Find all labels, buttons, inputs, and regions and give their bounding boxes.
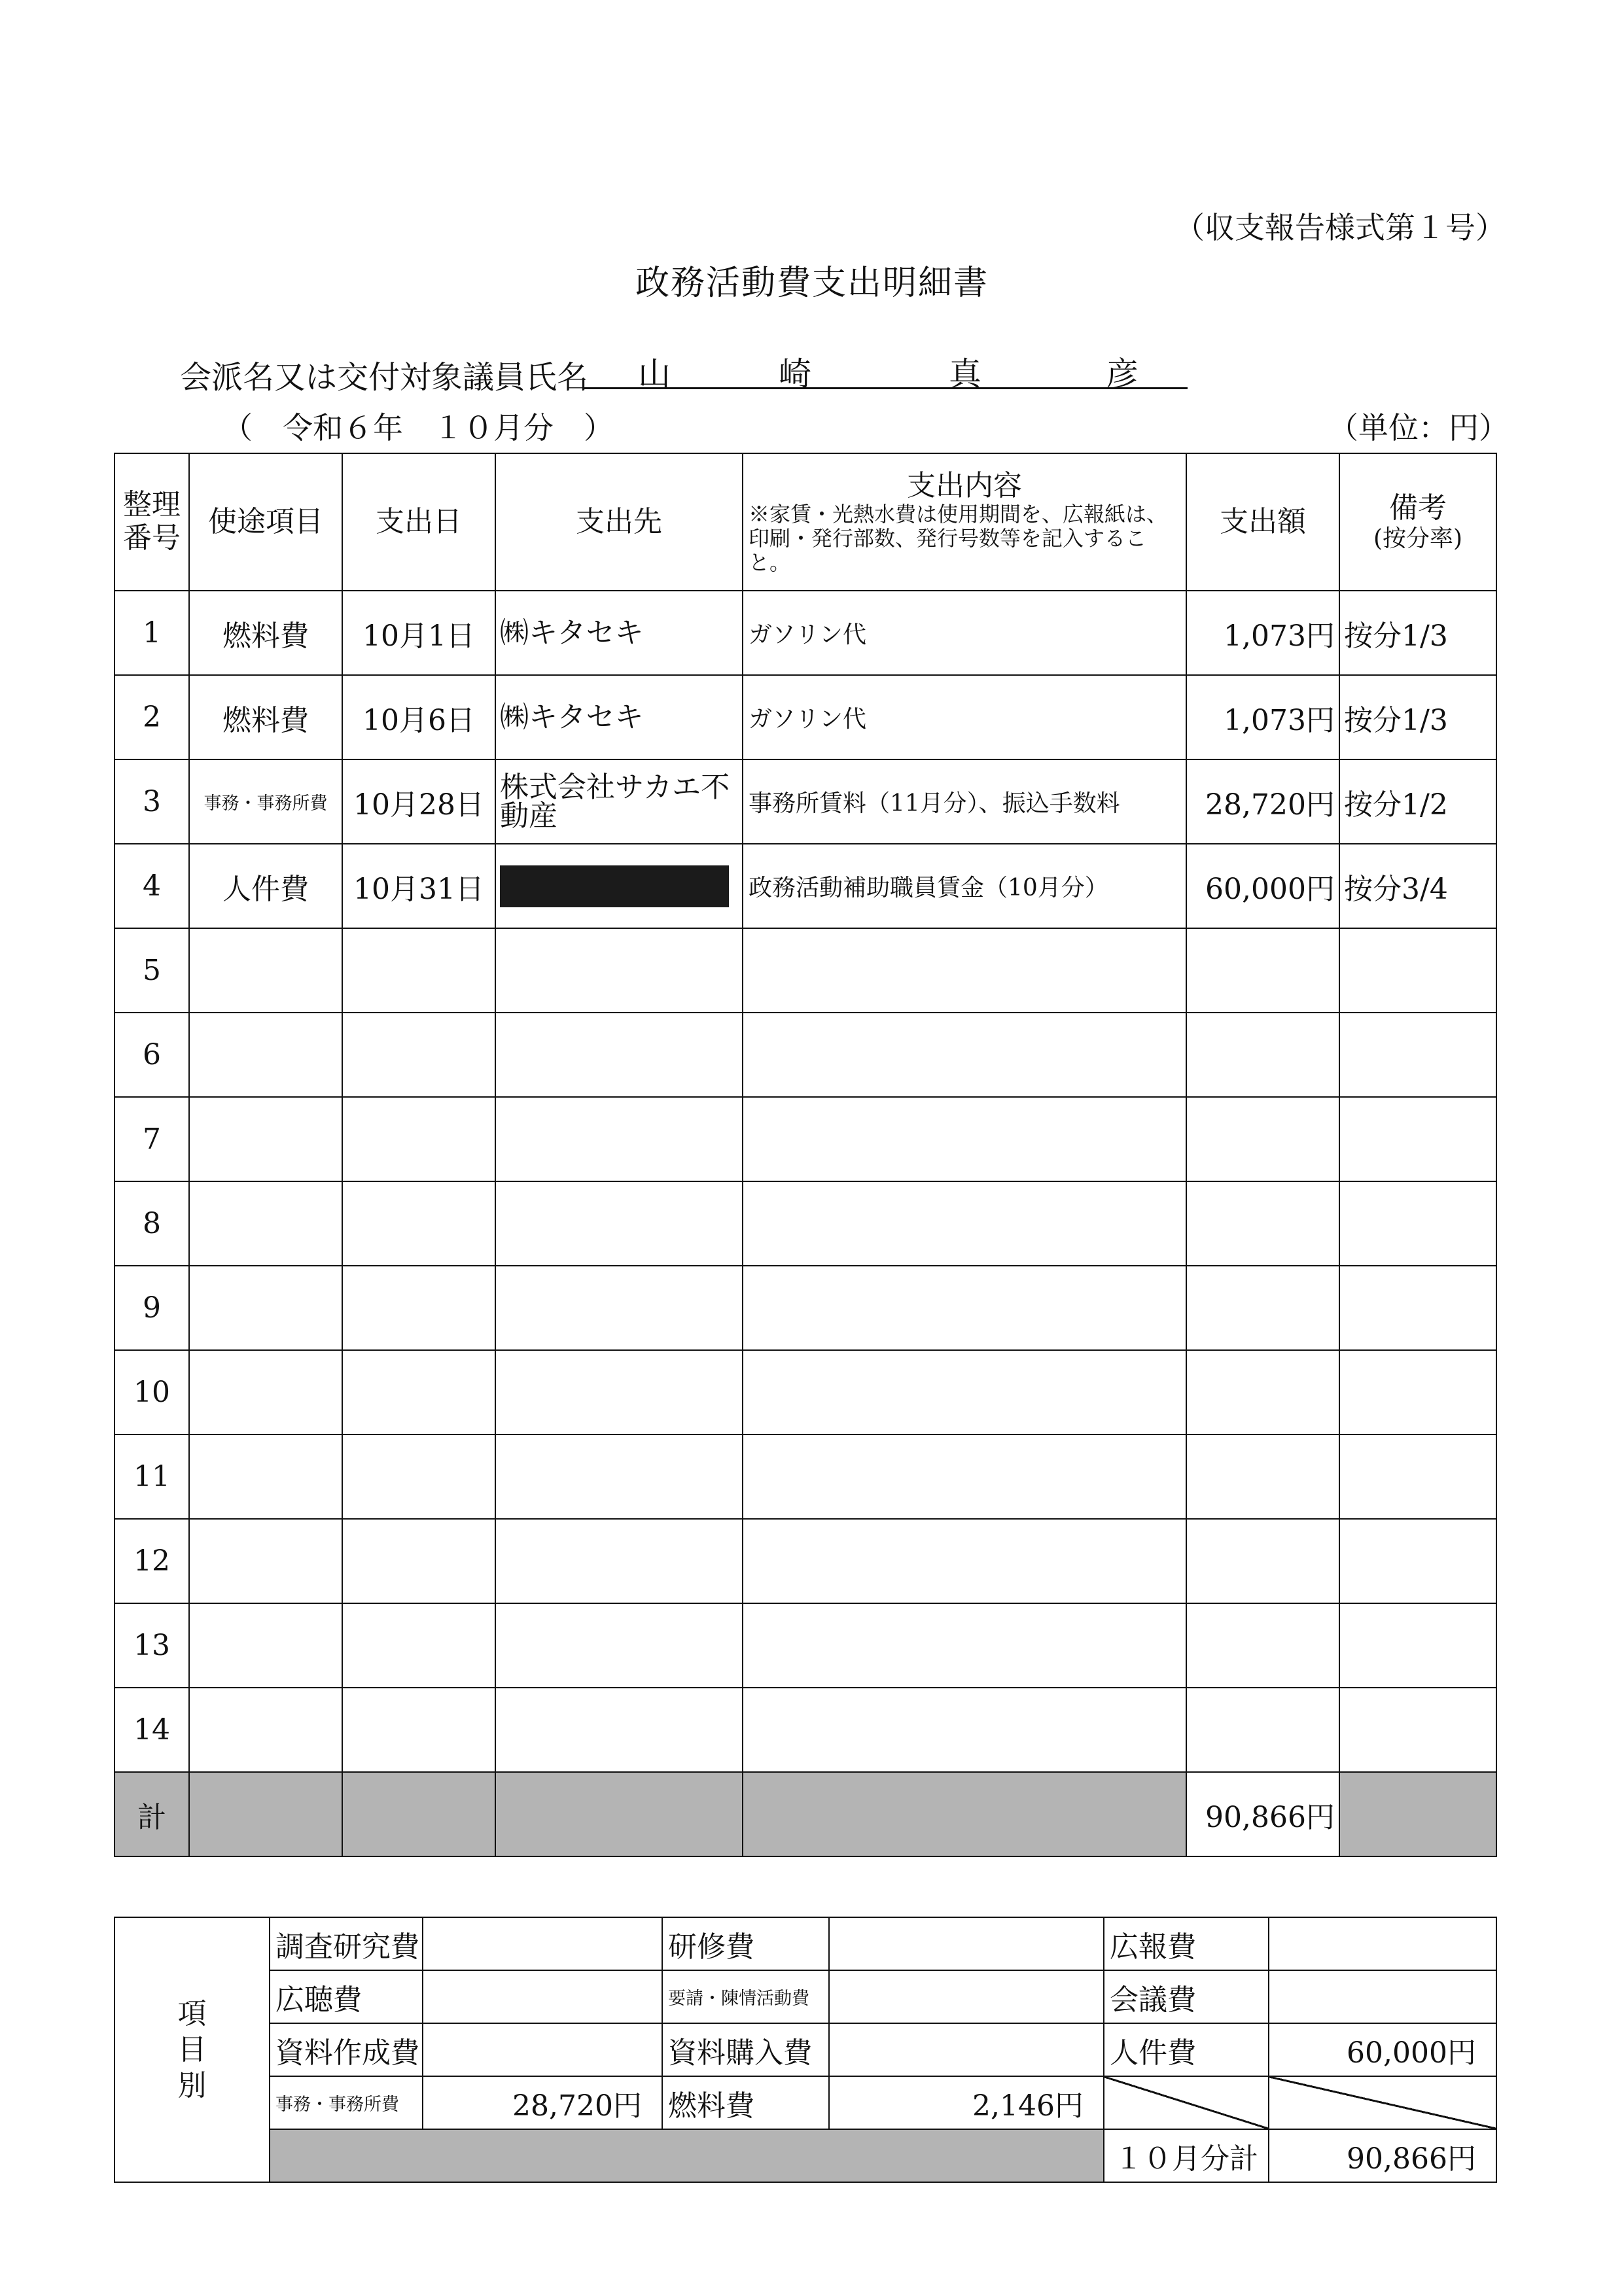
row-content	[743, 1435, 1186, 1519]
category-label: 研修費	[662, 1917, 829, 1970]
category-label: 人件費	[1104, 2023, 1269, 2076]
row-date	[342, 1688, 495, 1772]
total-label: 計	[115, 1772, 189, 1856]
category-value	[423, 1970, 662, 2023]
row-amount	[1186, 1013, 1339, 1097]
header-content-note: ※家賃・光熱水費は使用期間を、広報紙は、印刷・発行部数、発行号数等を記入すること。	[749, 502, 1168, 575]
row-date	[342, 1013, 495, 1097]
row-content	[743, 1181, 1186, 1266]
row-content	[743, 1013, 1186, 1097]
name-char: 崎	[779, 355, 811, 393]
row-content: ガソリン代	[743, 591, 1186, 675]
row-amount: 60,000円	[1186, 844, 1339, 928]
category-label: 資料作成費	[270, 2023, 423, 2076]
table-row	[115, 1519, 1496, 1603]
header-remarks-sub: (按分率)	[1373, 525, 1463, 552]
row-purpose: 燃料費	[189, 675, 342, 759]
row-content	[743, 1603, 1186, 1688]
row-note	[1339, 1519, 1496, 1603]
row-number: 8	[115, 1181, 189, 1266]
row-payee	[495, 1435, 743, 1519]
row-note	[1339, 1688, 1496, 1772]
row-amount: 28,720円	[1186, 759, 1339, 844]
row-payee	[495, 1519, 743, 1603]
header-date: 支出日	[342, 453, 495, 591]
row-date	[342, 1350, 495, 1435]
row-payee	[495, 928, 743, 1013]
table-row	[115, 1603, 1496, 1688]
header-remarks-title: 備考	[1389, 491, 1447, 525]
row-content	[743, 1097, 1186, 1181]
category-value: 28,720円	[423, 2076, 662, 2129]
row-note	[1339, 1013, 1496, 1097]
row-date: 10月31日	[342, 844, 495, 928]
row-amount	[1186, 1097, 1339, 1181]
row-payee	[495, 1181, 743, 1266]
table-row	[115, 844, 1496, 928]
category-label: 会議費	[1104, 1970, 1269, 2023]
category-label: 広報費	[1104, 1917, 1269, 1970]
diagonal-slash-cell	[1104, 2076, 1269, 2129]
row-date	[342, 1266, 495, 1350]
row-number: 4	[115, 844, 189, 928]
row-number: 9	[115, 1266, 189, 1350]
row-amount	[1186, 1519, 1339, 1603]
row-amount: 1,073円	[1186, 591, 1339, 675]
row-payee	[495, 1688, 743, 1772]
row-purpose	[189, 1266, 342, 1350]
redacted-block	[500, 865, 729, 907]
row-purpose	[189, 1688, 342, 1772]
table-row	[115, 928, 1496, 1013]
row-note	[1339, 1435, 1496, 1519]
row-purpose	[189, 1435, 342, 1519]
row-note	[1339, 1350, 1496, 1435]
table-row	[115, 1350, 1496, 1435]
category-label: 広聴費	[270, 1970, 423, 2023]
header-remarks	[1339, 453, 1496, 591]
table-row	[115, 1688, 1496, 1772]
form-id: （収支報告様式第１号）	[1174, 210, 1506, 245]
category-summary-table	[114, 1917, 1497, 2183]
row-note	[1339, 1181, 1496, 1266]
row-content: ガソリン代	[743, 675, 1186, 759]
row-number: 12	[115, 1519, 189, 1603]
row-content	[743, 1519, 1186, 1603]
category-total-row	[115, 2129, 1496, 2182]
row-payee	[495, 1350, 743, 1435]
category-row	[115, 1970, 1496, 2023]
name-char: 山	[638, 355, 671, 393]
row-number: 7	[115, 1097, 189, 1181]
name-underline	[582, 387, 1188, 389]
row-amount	[1186, 1350, 1339, 1435]
table-row	[115, 1097, 1496, 1181]
category-side-label: 項 目 別	[115, 1917, 270, 2182]
name-char: 彦	[1106, 355, 1139, 393]
header-amount: 支出額	[1186, 453, 1339, 591]
row-purpose	[189, 1603, 342, 1688]
row-date	[342, 1097, 495, 1181]
category-label: 事務・事務所費	[270, 2076, 423, 2129]
category-label: 要請・陳情活動費	[662, 1970, 829, 2023]
row-purpose: 燃料費	[189, 591, 342, 675]
category-value	[1269, 1917, 1496, 1970]
row-note	[1339, 1603, 1496, 1688]
total-row	[115, 1772, 1496, 1856]
table-row	[115, 1266, 1496, 1350]
unit-label: （単位：円）	[1328, 410, 1509, 445]
header-payee: 支出先	[495, 453, 743, 591]
category-value: 60,000円	[1269, 2023, 1496, 2076]
category-label: 燃料費	[662, 2076, 829, 2129]
row-note	[1339, 1266, 1496, 1350]
table-row	[115, 1181, 1496, 1266]
row-note	[1339, 928, 1496, 1013]
diagonal-slash-cell	[1269, 2076, 1496, 2129]
category-row	[115, 2076, 1496, 2129]
document-title: 政務活動費支出明細書	[635, 264, 989, 303]
header-purpose: 使途項目	[189, 453, 342, 591]
header-no: 整理 番号	[115, 453, 189, 591]
row-note: 按分1/3	[1339, 675, 1496, 759]
row-purpose	[189, 1350, 342, 1435]
row-amount	[1186, 1266, 1339, 1350]
row-date	[342, 1519, 495, 1603]
category-value	[423, 2023, 662, 2076]
table-row	[115, 759, 1496, 844]
row-content	[743, 1688, 1186, 1772]
total-cell-empty	[1339, 1772, 1496, 1856]
row-note: 按分3/4	[1339, 844, 1496, 928]
row-content	[743, 1350, 1186, 1435]
row-payee	[495, 1603, 743, 1688]
table-row	[115, 1435, 1496, 1519]
category-value	[829, 2023, 1104, 2076]
row-date: 10月1日	[342, 591, 495, 675]
row-purpose	[189, 1181, 342, 1266]
row-purpose: 人件費	[189, 844, 342, 928]
row-date	[342, 1181, 495, 1266]
row-content: 事務所賃料（11月分）、振込手数料	[743, 759, 1186, 844]
row-purpose	[189, 928, 342, 1013]
month-total-value: 90,866円	[1269, 2129, 1496, 2182]
row-date	[342, 928, 495, 1013]
row-amount: 1,073円	[1186, 675, 1339, 759]
table-row	[115, 1013, 1496, 1097]
row-payee: ㈱キタセキ	[495, 675, 743, 759]
row-purpose	[189, 1013, 342, 1097]
row-purpose	[189, 1519, 342, 1603]
row-content: 政務活動補助職員賃金（10月分）	[743, 844, 1186, 928]
category-value	[1269, 1970, 1496, 2023]
row-number: 14	[115, 1688, 189, 1772]
row-number: 1	[115, 591, 189, 675]
row-payee	[495, 1266, 743, 1350]
row-date: 10月28日	[342, 759, 495, 844]
row-note: 按分1/2	[1339, 759, 1496, 844]
row-number: 11	[115, 1435, 189, 1519]
row-purpose	[189, 1097, 342, 1181]
category-row	[115, 2023, 1496, 2076]
row-number: 13	[115, 1603, 189, 1688]
total-cell-empty	[743, 1772, 1186, 1856]
row-amount	[1186, 1435, 1339, 1519]
total-amount: 90,866円	[1186, 1772, 1339, 1856]
row-amount	[1186, 1688, 1339, 1772]
row-date	[342, 1435, 495, 1519]
row-date	[342, 1603, 495, 1688]
row-amount	[1186, 1603, 1339, 1688]
period-label: （ 令和６年 １０月分 ）	[222, 410, 614, 445]
month-total-label: １０月分計	[1104, 2129, 1269, 2182]
name-label: 会派名又は交付対象議員氏名	[180, 359, 589, 396]
category-row	[115, 1917, 1496, 1970]
shaded-cell	[270, 2129, 1104, 2182]
row-content	[743, 928, 1186, 1013]
header-content	[743, 453, 1186, 591]
row-date: 10月6日	[342, 675, 495, 759]
row-payee	[495, 844, 743, 928]
row-content	[743, 1266, 1186, 1350]
row-purpose: 事務・事務所費	[189, 759, 342, 844]
row-amount	[1186, 928, 1339, 1013]
row-note	[1339, 1097, 1496, 1181]
total-cell-empty	[189, 1772, 342, 1856]
category-label: 資料購入費	[662, 2023, 829, 2076]
name-char: 真	[949, 355, 981, 393]
header-content-title: 支出内容	[907, 468, 1022, 502]
row-note: 按分1/3	[1339, 591, 1496, 675]
category-label: 調査研究費	[270, 1917, 423, 1970]
total-cell-empty	[342, 1772, 495, 1856]
category-value	[423, 1917, 662, 1970]
table-row	[115, 675, 1496, 759]
table-header-row	[115, 453, 1496, 591]
category-value: 2,146円	[829, 2076, 1104, 2129]
row-number: 3	[115, 759, 189, 844]
row-number: 6	[115, 1013, 189, 1097]
row-payee: ㈱キタセキ	[495, 591, 743, 675]
expense-table	[114, 453, 1497, 1857]
row-number: 2	[115, 675, 189, 759]
category-value	[829, 1917, 1104, 1970]
row-payee: 株式会社サカエ不動産	[495, 759, 743, 844]
row-number: 10	[115, 1350, 189, 1435]
row-payee	[495, 1097, 743, 1181]
total-cell-empty	[495, 1772, 743, 1856]
row-payee	[495, 1013, 743, 1097]
category-value	[829, 1970, 1104, 2023]
row-number: 5	[115, 928, 189, 1013]
row-amount	[1186, 1181, 1339, 1266]
table-row	[115, 591, 1496, 675]
